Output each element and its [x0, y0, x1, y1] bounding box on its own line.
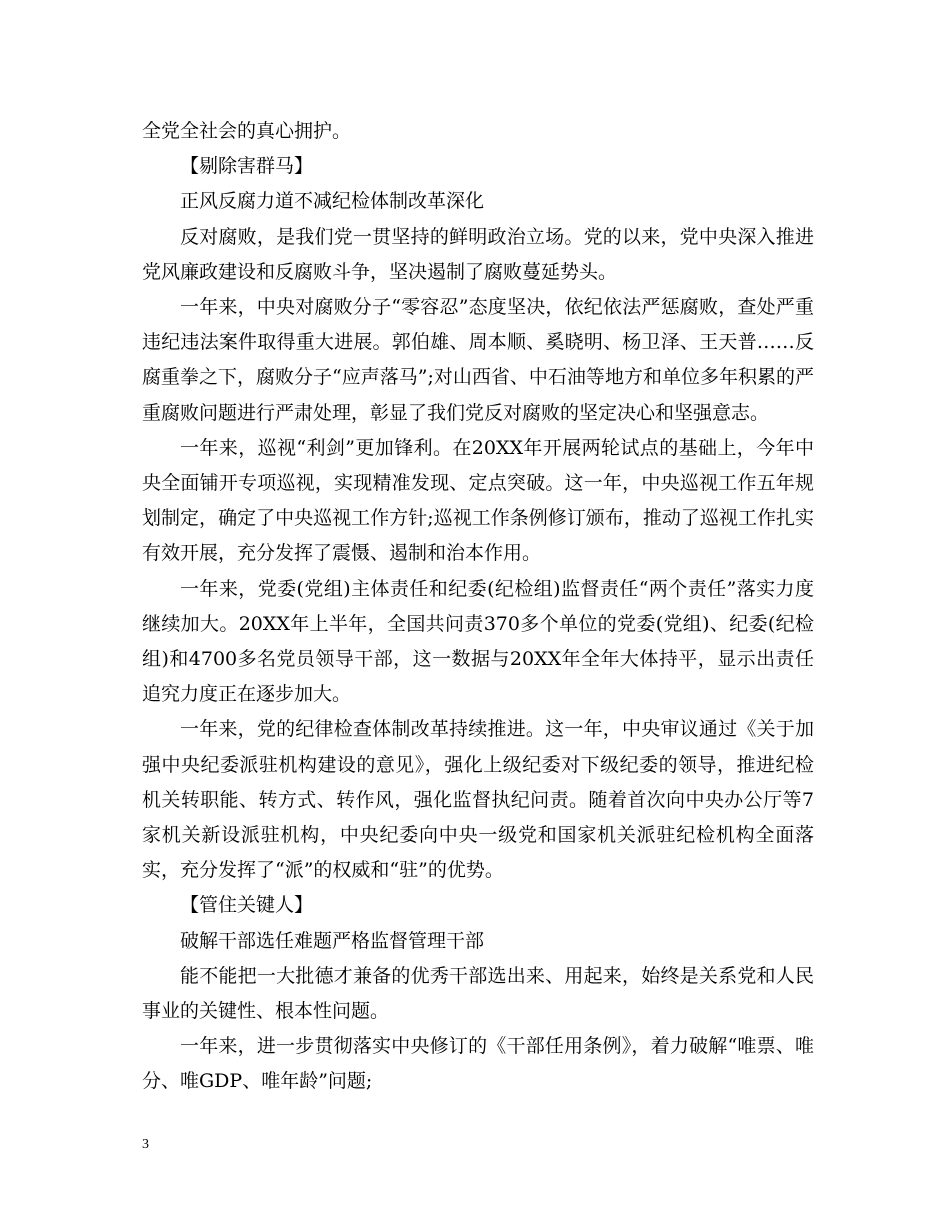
page-number: 3	[142, 1137, 149, 1152]
paragraph: 一年来，党的纪律检查体制改革持续推进。这一年，中央审议通过《关于加强中央纪委派驻机构建设的意见》，强化上级纪委对下级纪委的领导，推进纪检机关转职能、转方式、转作风，强化监督执纪问责。随着首次向中央办公厅等7家机关新设派驻机构，中央纪委向中央一级党和国家机关派驻纪检机构全面落实，充分发挥了“派”的权威和“驻”的优势。	[142, 718, 814, 882]
paragraph: 一年来，进一步贯彻落实中央修订的《干部任用条例》，着力破解“唯票、唯分、唯GDP、唯年龄”问题;	[142, 1035, 814, 1093]
paragraph: 一年来，中央对腐败分子“零容忍”态度坚决，依纪依法严惩腐败，查处严重违纪违法案件取得重大进展。郭伯雄、周本顺、奚晓明、杨卫泽、王天普……反腐重拳之下，腐败分子“应声落马”;对山西省、中石油等地方和单位多年积累的严重腐败问题进行严肃处理，彰显了我们党反对腐败的坚定决心和坚强意志。	[142, 296, 814, 424]
section-heading: 【剔除害群马】	[180, 155, 314, 178]
paragraph: 一年来，巡视“利剑”更加锋利。在20XX年开展两轮试点的基础上，今年中央全面铺开专项巡视，实现精准发现、定点突破。这一年，中央巡视工作五年规划制定，确定了中央巡视工作方针;巡视工作条例修订颁布，推动了巡视工作扎实有效开展，充分发挥了震慑、遏制和治本作用。	[142, 436, 814, 565]
paragraph: 全党全社会的真心拥护。	[142, 120, 352, 142]
section-subtitle: 破解干部选任难题严格监督管理干部	[180, 929, 485, 952]
section-subtitle: 正风反腐力道不减纪检体制改革深化	[180, 190, 485, 213]
paragraph: 能不能把一大批德才兼备的优秀干部选出来、用起来，始终是关系党和人民事业的关键性、根本性问题。	[142, 964, 814, 1023]
paragraph: 一年来，党委(党组)主体责任和纪委(纪检组)监督责任“两个责任”落实力度继续加大。20XX年上半年，全国共问责370多个单位的党委(党组)、纪委(纪检组)和4700多名党员领导干部，这一数据与20XX年全年大体持平，显示出责任追究力度正在逐步加大。	[142, 577, 814, 706]
document-body	[142, 114, 814, 1100]
paragraph: 反对腐败，是我们党一贯坚持的鲜明政治立场。党的以来，党中央深入推进党风廉政建设和反腐败斗争，坚决遏制了腐败蔓延势头。	[142, 225, 814, 283]
section-heading: 【管住关键人】	[180, 894, 314, 917]
